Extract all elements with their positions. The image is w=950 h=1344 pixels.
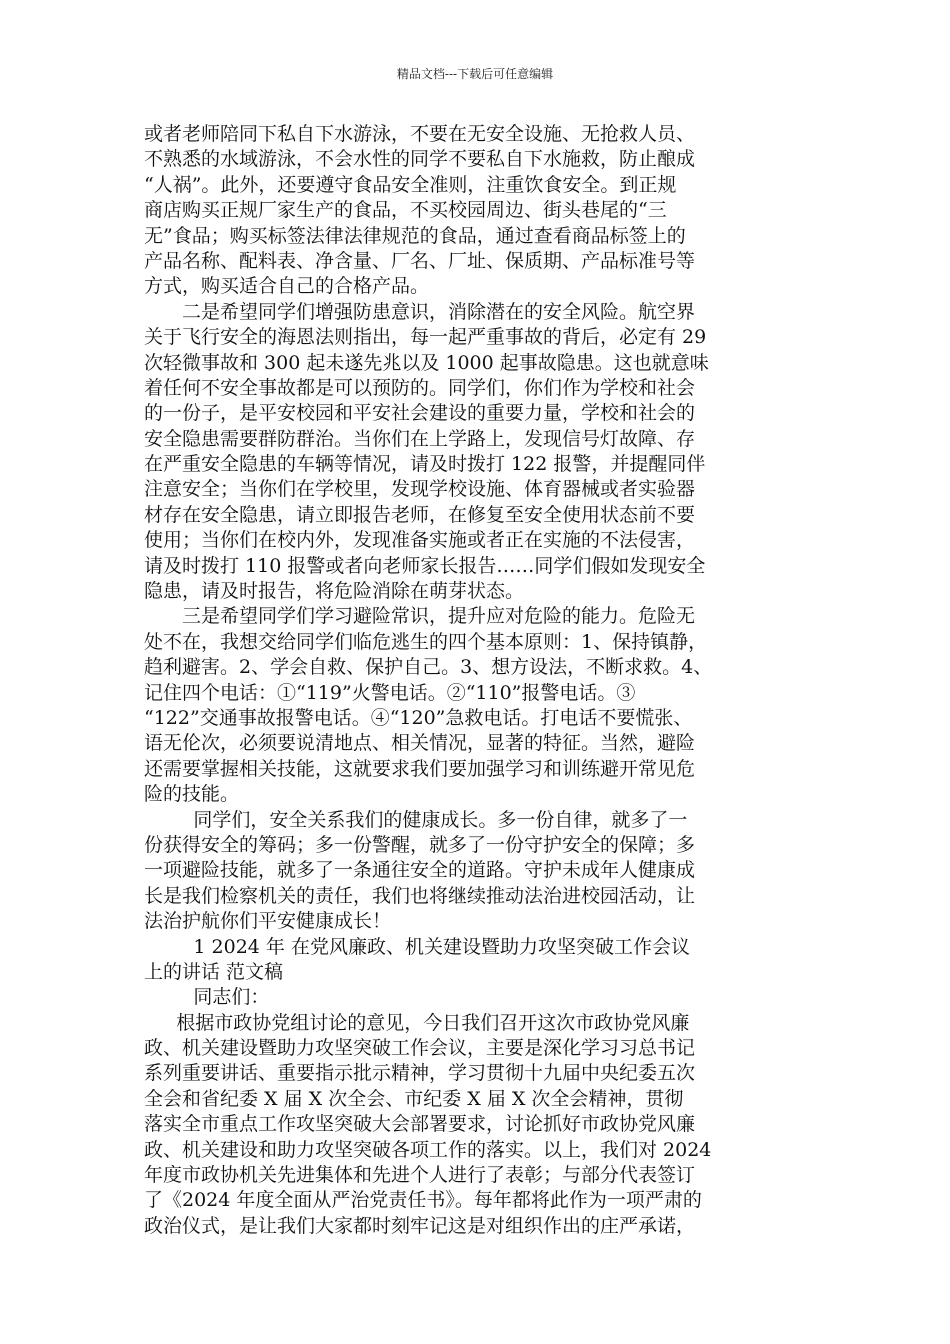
text-line: 处不在，我想交给同学们临危逃生的四个基本原则：1、保持镇静，	[144, 630, 708, 653]
text-line: 同学们，安全关系我们的健康成长。多一份自律，就多了一	[193, 808, 688, 831]
text-line: 政、机关建设和助力攻坚突破各项工作的落实。以上，我们对 2024	[144, 1138, 712, 1161]
text-line: 落实全市重点工作攻坚突破大会部署要求，讨论抓好市政协党风廉	[144, 1113, 696, 1136]
text-line: 了《2024 年度全面从严治党责任书》。每年都将此作为一项严肃的	[144, 1189, 702, 1212]
text-line: 上的讲话 范文稿	[144, 960, 284, 983]
text-line: 产品名称、配料表、净含量、厂名、厂址、保质期、产品标准号等	[144, 249, 696, 272]
text-line: 二是希望同学们增强防患意识，消除潜在的安全风险。航空界	[182, 300, 696, 323]
text-line: 使用；当你们在校内外，发现准备实施或者正在实施的不法侵害，	[144, 529, 696, 552]
text-line: 着任何不安全事故都是可以预防的。同学们，你们作为学校和社会	[144, 376, 696, 399]
text-line: 年度市政协机关先进集体和先进个人进行了表彰；与部分代表签订	[144, 1164, 696, 1187]
text-line: 商店购买正规厂家生产的食品，不买校园周边、街头巷尾的“三	[144, 199, 667, 222]
text-line: 份获得安全的筹码；多一份警醒，就多了一份守护安全的保障；多	[144, 833, 696, 856]
text-line: 系列重要讲话、重要指示批示精神，学习贯彻十九届中央纪委五次	[144, 1062, 696, 1085]
body-text	[144, 122, 824, 1239]
text-line: 一项避险技能，就多了一条通往安全的道路。守护未成年人健康成	[144, 859, 696, 882]
text-line: 不熟悉的水域游泳，不会水性的同学不要私自下水施救，防止酿成	[144, 148, 696, 171]
text-line: 次轻微事故和 300 起未遂先兆以及 1000 起事故隐患。这也就意味	[144, 351, 709, 374]
text-line: 三是希望同学们学习避险常识，提升应对危险的能力。危险无	[182, 605, 696, 628]
text-line: 同志们：	[193, 986, 270, 1009]
text-line: “122”交通事故报警电话。④“120”急救电话。打电话不要慌张、	[144, 706, 693, 729]
text-line: 请及时拨打 110 报警或者向老师家长报告……同学们假如发现安全	[144, 554, 706, 577]
text-line: 1 2024 年 在党风廉政、机关建设暨助力攻坚突破工作会议	[193, 935, 690, 958]
text-line: 全会和省纪委 X 届 X 次全会、市纪委 X 届 X 次全会精神，贯彻	[144, 1087, 684, 1110]
text-line: 无”食品；购买标签法律法律规范的食品，通过查看商品标签上的	[144, 224, 686, 247]
text-line: 根据市政协党组讨论的意见，今日我们召开这次市政协党风廉	[176, 1011, 690, 1034]
text-line: 险的技能。	[144, 783, 240, 806]
text-line: 方式，购买适合自己的合格产品。	[144, 275, 430, 298]
text-line: 法治护航你们平安健康成长！	[144, 910, 392, 933]
text-line: “人祸”。此外，还要遵守食品安全准则，注重饮食安全。到正规	[144, 173, 677, 196]
text-line: 政治仪式，是让我们大家都时刻牢记这是对组织作出的庄严承诺，	[144, 1214, 696, 1237]
text-line: 趋利避害。2、学会自救、保护自己。3、想方设法，不断求救。4、	[144, 656, 713, 679]
text-line: 安全隐患需要群防群治。当你们在上学路上，发现信号灯故障、存	[144, 427, 696, 450]
text-line: 或者老师陪同下私自下水游泳，不要在无安全设施、无抢救人员、	[144, 123, 696, 145]
text-line: 的一份子，是平安校园和平安社会建设的重要力量，学校和社会的	[144, 402, 696, 425]
text-line: 语无伦次，必须要说清地点、相关情况，显著的特征。当然，避险	[144, 732, 696, 755]
page-header: 精品文档---下载后可任意编辑	[396, 67, 554, 81]
text-line: 隐患，请及时报告，将危险消除在萌芽状态。	[144, 580, 525, 603]
text-line: 长是我们检察机关的责任，我们也将继续推动法治进校园活动，让	[144, 884, 696, 907]
text-line: 注意安全；当你们在学校里，发现学校设施、体育器械或者实验器	[144, 478, 696, 501]
text-line: 记住四个电话：①“119”火警电话。②“110”报警电话。③	[144, 681, 636, 704]
text-line: 在严重安全隐患的车辆等情况，请及时拨打 122 报警，并提醒同伴	[144, 453, 706, 476]
text-line: 关于飞行安全的海恩法则指出，每一起严重事故的背后，必定有 29	[144, 326, 707, 349]
text-line: 材存在安全隐患，请立即报告老师，在修复至安全使用状态前不要	[144, 503, 696, 526]
text-line: 还需要掌握相关技能，这就要求我们要加强学习和训练避开常见危	[144, 757, 696, 780]
text-line: 政、机关建设暨助力攻坚突破工作会议，主要是深化学习习总书记	[144, 1037, 696, 1060]
